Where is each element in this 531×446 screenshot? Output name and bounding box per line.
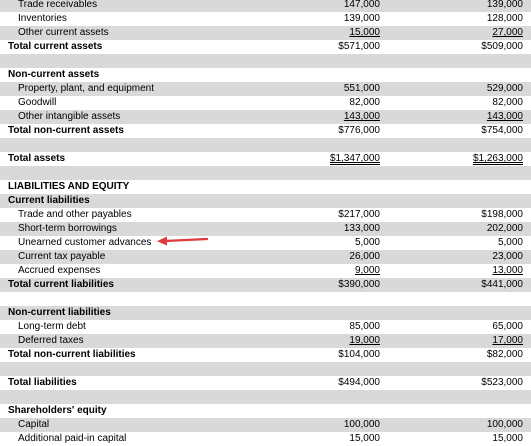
row-label: Total liabilities: [8, 377, 77, 388]
table-row: [0, 152, 531, 166]
value-prior-year: 15,000: [492, 433, 523, 444]
table-row: [0, 264, 531, 278]
table-row: [0, 320, 531, 334]
row-label: Capital: [18, 419, 50, 430]
table-row: [0, 0, 531, 12]
value-prior-year: 82,000: [492, 97, 523, 108]
row-label: Total non-current assets: [8, 125, 124, 136]
value-prior-year: 202,000: [486, 223, 523, 234]
table-row: [0, 96, 531, 110]
value-current-year: $494,000: [338, 377, 380, 388]
table-row: [0, 166, 531, 180]
value-current-year: $571,000: [338, 41, 380, 52]
table-row: [0, 40, 531, 54]
table-row: [0, 82, 531, 96]
row-label: Unearned customer advances: [18, 237, 152, 248]
row-label: Additional paid-in capital: [18, 433, 127, 444]
table-row: [0, 362, 531, 376]
table-row: [0, 390, 531, 404]
row-label: Current liabilities: [8, 195, 90, 206]
value-prior-year: $509,000: [481, 41, 523, 52]
table-row: [0, 306, 531, 320]
table-row: [0, 110, 531, 124]
table-row: [0, 236, 531, 250]
value-current-year: 26,000: [349, 251, 380, 262]
value-prior-year: 143,000: [486, 111, 523, 122]
value-current-year: 100,000: [343, 419, 380, 430]
row-label: Property, plant, and equipment: [18, 83, 155, 94]
table-row: [0, 208, 531, 222]
table-row: [0, 418, 531, 432]
value-prior-year: 23,000: [492, 251, 523, 262]
row-label: Shareholders' equity: [8, 405, 107, 416]
value-current-year: $217,000: [338, 209, 380, 220]
value-current-year: 9,000: [354, 265, 380, 276]
value-current-year: 147,000: [343, 0, 380, 10]
value-current-year: 5,000: [354, 237, 380, 248]
row-label: Deferred taxes: [18, 335, 84, 346]
value-current-year: 15,000: [349, 27, 380, 38]
row-label: Long-term debt: [18, 321, 86, 332]
value-current-year: 82,000: [349, 97, 380, 108]
value-prior-year: $441,000: [481, 279, 523, 290]
table-row: [0, 404, 531, 418]
row-label: Accrued expenses: [18, 265, 101, 276]
value-current-year: $776,000: [338, 125, 380, 136]
value-prior-year: 65,000: [492, 321, 523, 332]
row-label: Goodwill: [18, 97, 57, 108]
value-current-year: 133,000: [343, 223, 380, 234]
value-current-year: 551,000: [343, 83, 380, 94]
table-row: [0, 376, 531, 390]
table-row: [0, 292, 531, 306]
value-prior-year: 13,000: [492, 265, 523, 276]
row-label: Current tax payable: [18, 251, 106, 262]
value-prior-year: 139,000: [486, 0, 523, 10]
row-label: Trade receivables: [18, 0, 98, 10]
table-row: [0, 222, 531, 236]
value-prior-year: 529,000: [486, 83, 523, 94]
table-row: [0, 54, 531, 68]
table-row: [0, 138, 531, 152]
table-row: [0, 334, 531, 348]
row-label: Non-current liabilities: [8, 307, 111, 318]
row-label: LIABILITIES AND EQUITY: [8, 181, 130, 192]
table-row: [0, 348, 531, 362]
value-current-year: 19,000: [349, 335, 380, 346]
table-row: [0, 180, 531, 194]
value-current-year: 143,000: [343, 111, 380, 122]
table-row: [0, 26, 531, 40]
value-prior-year: 27,000: [492, 27, 523, 38]
value-prior-year: 5,000: [497, 237, 523, 248]
value-current-year: 15,000: [349, 433, 380, 444]
table-row: [0, 432, 531, 446]
value-prior-year: $198,000: [481, 209, 523, 220]
row-label: Total current assets: [8, 41, 103, 52]
value-prior-year: $754,000: [481, 125, 523, 136]
row-label: Other intangible assets: [18, 111, 121, 122]
row-label: Total assets: [8, 153, 66, 164]
value-prior-year: $523,000: [481, 377, 523, 388]
row-label: Short-term borrowings: [18, 223, 117, 234]
table-row: [0, 250, 531, 264]
row-label: Non-current assets: [8, 69, 100, 80]
red-arrow-icon: [157, 234, 209, 246]
value-current-year: 139,000: [343, 13, 380, 24]
table-row: [0, 68, 531, 82]
row-label: Total current liabilities: [8, 279, 114, 290]
row-label: Total non-current liabilities: [8, 349, 136, 360]
value-current-year: $104,000: [338, 349, 380, 360]
value-prior-year: $1,263,000: [472, 153, 523, 164]
row-label: Other current assets: [18, 27, 109, 38]
value-prior-year: 100,000: [486, 419, 523, 430]
value-current-year: 85,000: [349, 321, 380, 332]
table-row: [0, 278, 531, 292]
value-current-year: $1,347,000: [329, 153, 380, 164]
table-row: [0, 12, 531, 26]
row-label: Inventories: [18, 13, 67, 24]
table-row: [0, 124, 531, 138]
table-row: [0, 194, 531, 208]
value-prior-year: $82,000: [486, 349, 523, 360]
value-prior-year: 128,000: [486, 13, 523, 24]
value-current-year: $390,000: [338, 279, 380, 290]
value-prior-year: 17,000: [492, 335, 523, 346]
row-label: Trade and other payables: [18, 209, 132, 220]
